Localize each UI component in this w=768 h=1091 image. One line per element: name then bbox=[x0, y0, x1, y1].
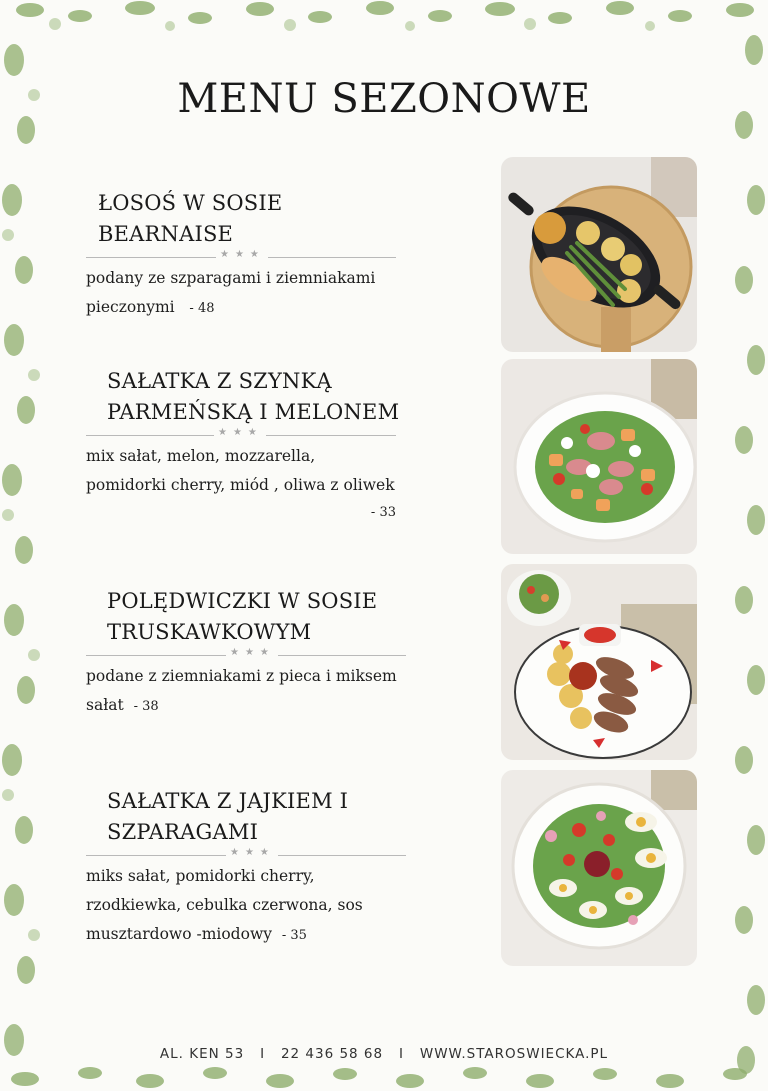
salmon-dish-photo bbox=[501, 157, 697, 352]
item-price: - 48 bbox=[189, 301, 215, 316]
item-name: SAŁATKA Z SZYNKĄ PARMEŃSKĄ I MELONEM bbox=[107, 369, 400, 424]
item-description: podany ze szparagami i ziemniakami pieczonymi - 48 bbox=[86, 269, 376, 316]
item-name bbox=[86, 188, 416, 250]
footer-phone[interactable]: 22 436 58 68 bbox=[280, 1046, 384, 1062]
menu-title: MENU SEZONOWE bbox=[177, 76, 591, 122]
item-divider: ★★★ bbox=[86, 430, 416, 442]
item-name: POLĘDWICZKI W SOSIE TRUSKAWKOWYM bbox=[107, 589, 378, 644]
pork-tenderloin-strawberry-photo bbox=[501, 564, 697, 760]
leaf-border-right bbox=[728, 0, 768, 1091]
menu-item-parma-salad bbox=[86, 366, 416, 524]
footer-website-link[interactable]: WWW.STAROSWIECKA.PL bbox=[419, 1046, 609, 1062]
item-divider: ★★★ bbox=[86, 650, 416, 662]
item-name-line: ŁOSOŚ W SOSIE BEARNAISE bbox=[98, 191, 283, 246]
menu-item-salmon bbox=[86, 188, 416, 323]
item-price: - 33 bbox=[370, 505, 396, 520]
leaf-border-top bbox=[0, 0, 768, 44]
item-name: SAŁATKA Z JAJKIEM I SZPARAGAMI bbox=[107, 789, 349, 844]
item-description: miks sałat, pomidorki cherry, rzodkiewka, cebulka czerwona, sos musztardowo -miodowy - 35 bbox=[86, 867, 363, 943]
item-divider: ★★★ bbox=[86, 252, 416, 264]
item-description: mix sałat, melon, mozzarella, pomidorki cherry, miód , oliwa z oliwek - 33 bbox=[86, 447, 396, 520]
leaf-border-left bbox=[0, 0, 48, 1091]
item-description: podane z ziemniakami z pieca i miksem sałat - 38 bbox=[86, 667, 397, 714]
menu-item-egg-asparagus-salad bbox=[86, 786, 416, 950]
item-divider: ★★★ bbox=[86, 850, 416, 862]
footer-address: AL. KEN 53 bbox=[159, 1046, 245, 1062]
item-price: - 38 bbox=[133, 699, 159, 714]
parma-melon-salad-photo bbox=[501, 359, 697, 554]
menu-item-pork-tenderloin bbox=[86, 586, 416, 721]
footer-separator: I bbox=[399, 1046, 404, 1062]
item-price: - 35 bbox=[281, 928, 307, 943]
footer-separator: I bbox=[260, 1046, 266, 1062]
egg-asparagus-salad-photo bbox=[501, 770, 697, 966]
footer-contact bbox=[0, 1046, 768, 1062]
